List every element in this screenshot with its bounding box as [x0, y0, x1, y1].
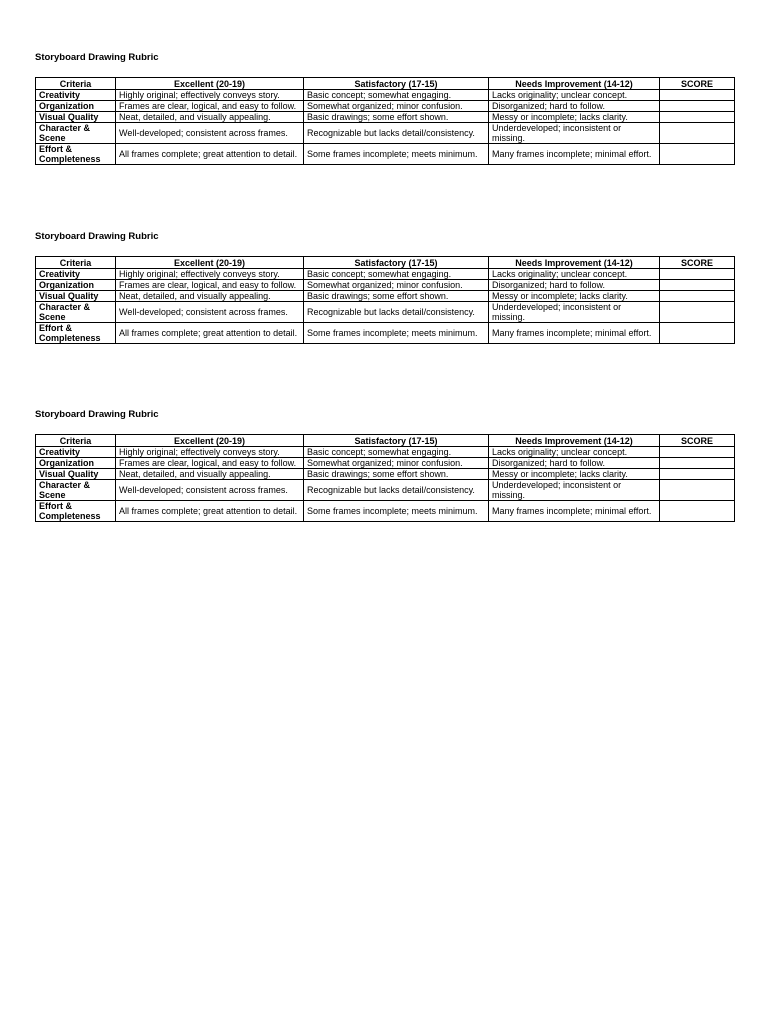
column-header-excellent: Excellent (20-19) [116, 435, 304, 447]
table-row-effort-completeness [36, 323, 735, 344]
header-row [36, 257, 735, 269]
table-row-effort-completeness [36, 144, 735, 165]
cell-excellent: Frames are clear, logical, and easy to follow. [116, 101, 304, 112]
cell-criteria: Visual Quality [36, 112, 116, 123]
cell-needs-improvement: Many frames incomplete; minimal effort. [489, 323, 660, 344]
cell-needs-improvement: Lacks originality; unclear concept. [489, 269, 660, 280]
rubric-table [35, 77, 735, 165]
cell-satisfactory: Basic concept; somewhat engaging. [304, 447, 489, 458]
cell-criteria: Organization [36, 280, 116, 291]
cell-criteria: Character & Scene [36, 123, 116, 144]
table-row-character-scene [36, 480, 735, 501]
score-cell[interactable] [660, 144, 735, 165]
header-row [36, 78, 735, 90]
cell-criteria: Character & Scene [36, 480, 116, 501]
column-header-criteria: Criteria [36, 78, 116, 90]
cell-needs-improvement: Disorganized; hard to follow. [489, 101, 660, 112]
cell-criteria: Visual Quality [36, 291, 116, 302]
column-header-needs-improvement: Needs Improvement (14-12) [489, 435, 660, 447]
cell-excellent: Neat, detailed, and visually appealing. [116, 291, 304, 302]
cell-criteria: Creativity [36, 447, 116, 458]
table-row-character-scene [36, 123, 735, 144]
column-header-score: SCORE [660, 435, 735, 447]
cell-criteria: Organization [36, 101, 116, 112]
score-cell[interactable] [660, 447, 735, 458]
table-row-creativity [36, 90, 735, 101]
cell-satisfactory: Basic drawings; some effort shown. [304, 291, 489, 302]
rubric-section [35, 52, 734, 165]
table-row-visual-quality [36, 291, 735, 302]
cell-satisfactory: Basic drawings; some effort shown. [304, 112, 489, 123]
column-header-score: SCORE [660, 78, 735, 90]
rubric-section [35, 409, 734, 522]
table-row-character-scene [36, 302, 735, 323]
cell-criteria: Effort & Completeness [36, 501, 116, 522]
cell-needs-improvement: Messy or incomplete; lacks clarity. [489, 291, 660, 302]
table-row-creativity [36, 447, 735, 458]
rubric-title: Storyboard Drawing Rubric [35, 231, 159, 242]
cell-criteria: Effort & Completeness [36, 323, 116, 344]
cell-satisfactory: Recognizable but lacks detail/consistency. [304, 123, 489, 144]
cell-criteria: Visual Quality [36, 469, 116, 480]
cell-needs-improvement: Underdeveloped; inconsistent or missing. [489, 480, 660, 501]
score-cell[interactable] [660, 112, 735, 123]
column-header-satisfactory: Satisfactory (17-15) [304, 78, 489, 90]
rubric-table [35, 256, 735, 344]
cell-satisfactory: Some frames incomplete; meets minimum. [304, 501, 489, 522]
cell-excellent: Neat, detailed, and visually appealing. [116, 112, 304, 123]
score-cell[interactable] [660, 501, 735, 522]
score-cell[interactable] [660, 101, 735, 112]
cell-excellent: Neat, detailed, and visually appealing. [116, 469, 304, 480]
score-cell[interactable] [660, 90, 735, 101]
cell-needs-improvement: Disorganized; hard to follow. [489, 458, 660, 469]
cell-needs-improvement: Lacks originality; unclear concept. [489, 447, 660, 458]
table-row-visual-quality [36, 112, 735, 123]
table-row-organization [36, 280, 735, 291]
cell-excellent: Well-developed; consistent across frames. [116, 123, 304, 144]
cell-satisfactory: Basic concept; somewhat engaging. [304, 269, 489, 280]
score-cell[interactable] [660, 269, 735, 280]
cell-criteria: Creativity [36, 90, 116, 101]
cell-satisfactory: Recognizable but lacks detail/consistency. [304, 480, 489, 501]
cell-satisfactory: Some frames incomplete; meets minimum. [304, 323, 489, 344]
cell-satisfactory: Basic concept; somewhat engaging. [304, 90, 489, 101]
score-cell[interactable] [660, 458, 735, 469]
rubric-section [35, 231, 734, 344]
cell-needs-improvement: Many frames incomplete; minimal effort. [489, 501, 660, 522]
score-cell[interactable] [660, 280, 735, 291]
column-header-needs-improvement: Needs Improvement (14-12) [489, 257, 660, 269]
cell-satisfactory: Somewhat organized; minor confusion. [304, 280, 489, 291]
column-header-satisfactory: Satisfactory (17-15) [304, 435, 489, 447]
table-row-effort-completeness [36, 501, 735, 522]
column-header-excellent: Excellent (20-19) [116, 78, 304, 90]
cell-criteria: Character & Scene [36, 302, 116, 323]
column-header-excellent: Excellent (20-19) [116, 257, 304, 269]
column-header-criteria: Criteria [36, 257, 116, 269]
cell-satisfactory: Recognizable but lacks detail/consistency. [304, 302, 489, 323]
cell-excellent: Well-developed; consistent across frames. [116, 480, 304, 501]
cell-satisfactory: Somewhat organized; minor confusion. [304, 101, 489, 112]
column-header-needs-improvement: Needs Improvement (14-12) [489, 78, 660, 90]
cell-criteria: Creativity [36, 269, 116, 280]
cell-needs-improvement: Disorganized; hard to follow. [489, 280, 660, 291]
cell-excellent: All frames complete; great attention to detail. [116, 501, 304, 522]
cell-excellent: All frames complete; great attention to detail. [116, 323, 304, 344]
cell-needs-improvement: Messy or incomplete; lacks clarity. [489, 112, 660, 123]
cell-excellent: Highly original; effectively conveys story. [116, 269, 304, 280]
score-cell[interactable] [660, 480, 735, 501]
cell-needs-improvement: Underdeveloped; inconsistent or missing. [489, 302, 660, 323]
score-cell[interactable] [660, 469, 735, 480]
score-cell[interactable] [660, 291, 735, 302]
rubric-title: Storyboard Drawing Rubric [35, 52, 159, 63]
score-cell[interactable] [660, 123, 735, 144]
cell-excellent: Highly original; effectively conveys story. [116, 447, 304, 458]
cell-needs-improvement: Messy or incomplete; lacks clarity. [489, 469, 660, 480]
cell-satisfactory: Basic drawings; some effort shown. [304, 469, 489, 480]
cell-needs-improvement: Underdeveloped; inconsistent or missing. [489, 123, 660, 144]
column-header-criteria: Criteria [36, 435, 116, 447]
cell-excellent: Frames are clear, logical, and easy to follow. [116, 280, 304, 291]
cell-excellent: Well-developed; consistent across frames. [116, 302, 304, 323]
table-row-visual-quality [36, 469, 735, 480]
rubric-title: Storyboard Drawing Rubric [35, 409, 159, 420]
column-header-score: SCORE [660, 257, 735, 269]
table-row-organization [36, 101, 735, 112]
cell-criteria: Effort & Completeness [36, 144, 116, 165]
cell-needs-improvement: Many frames incomplete; minimal effort. [489, 144, 660, 165]
column-header-satisfactory: Satisfactory (17-15) [304, 257, 489, 269]
score-cell[interactable] [660, 302, 735, 323]
cell-excellent: Frames are clear, logical, and easy to follow. [116, 458, 304, 469]
cell-criteria: Organization [36, 458, 116, 469]
score-cell[interactable] [660, 323, 735, 344]
cell-excellent: Highly original; effectively conveys story. [116, 90, 304, 101]
cell-satisfactory: Somewhat organized; minor confusion. [304, 458, 489, 469]
cell-satisfactory: Some frames incomplete; meets minimum. [304, 144, 489, 165]
cell-needs-improvement: Lacks originality; unclear concept. [489, 90, 660, 101]
cell-excellent: All frames complete; great attention to detail. [116, 144, 304, 165]
table-row-creativity [36, 269, 735, 280]
header-row [36, 435, 735, 447]
rubric-table [35, 434, 735, 522]
table-row-organization [36, 458, 735, 469]
